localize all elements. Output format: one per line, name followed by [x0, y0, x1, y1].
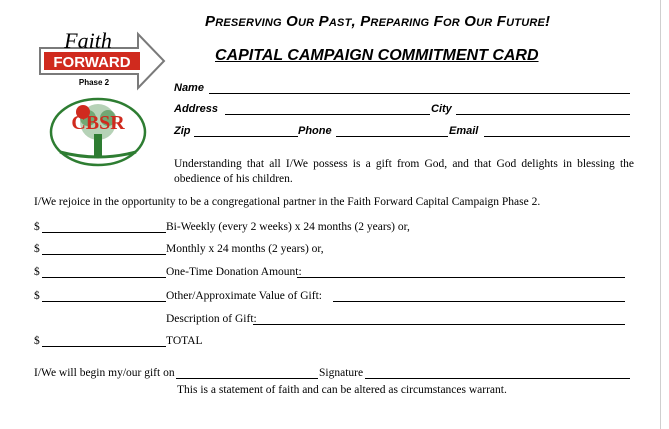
- phone-field[interactable]: [336, 136, 448, 137]
- biweekly-amount-field[interactable]: [42, 232, 166, 233]
- begin-label: I/We will begin my/our gift on: [34, 367, 175, 379]
- other-amount-field[interactable]: [42, 301, 166, 302]
- description-field[interactable]: [253, 324, 625, 325]
- one-time-extra-field[interactable]: [297, 277, 625, 278]
- one-time-label: One-Time Donation Amount:: [166, 266, 302, 278]
- arrow-logo-icon: [38, 28, 168, 98]
- signature-label: Signature: [319, 367, 364, 379]
- church-emblem: [48, 96, 148, 173]
- logo-subtitle: Phase 2: [78, 78, 110, 87]
- biweekly-currency: $: [34, 221, 40, 233]
- one-time-currency: $: [34, 266, 40, 278]
- city-label: City: [431, 103, 452, 115]
- tree-emblem-icon: [48, 96, 148, 168]
- monthly-label: Monthly x 24 months (2 years) or,: [166, 243, 324, 255]
- biweekly-label: Bi-Weekly (every 2 weeks) x 24 months (2 years) or,: [166, 221, 410, 233]
- total-currency: $: [34, 335, 40, 347]
- address-field[interactable]: [225, 114, 430, 115]
- faith-statement: Understanding that all I/We possess is a gift from God, and that God delights in blessing the obedience of his children.: [174, 158, 634, 185]
- address-label: Address: [174, 103, 219, 115]
- city-field[interactable]: [456, 114, 630, 115]
- tagline: Preserving Our Past, Preparing For Our Future!: [205, 13, 551, 30]
- other-currency: $: [34, 290, 40, 302]
- monthly-currency: $: [34, 243, 40, 255]
- one-time-amount-field[interactable]: [42, 277, 166, 278]
- emblem-letters: CBSR: [71, 112, 125, 134]
- card-border: [660, 0, 661, 429]
- disclaimer: This is a statement of faith and can be altered as circumstances warrant.: [177, 384, 507, 396]
- signature-field[interactable]: [365, 378, 630, 379]
- card-title: CAPITAL CAMPAIGN COMMITMENT CARD: [215, 47, 539, 64]
- other-label: Other/Approximate Value of Gift:: [166, 290, 322, 302]
- name-field[interactable]: [209, 93, 630, 94]
- zip-field[interactable]: [194, 136, 298, 137]
- begin-date-field[interactable]: [176, 378, 318, 379]
- email-label: Email: [449, 125, 479, 137]
- monthly-amount-field[interactable]: [42, 254, 166, 255]
- zip-label: Zip: [174, 125, 191, 137]
- logo-word-forward: FORWARD: [53, 54, 131, 71]
- phone-label: Phone: [298, 125, 332, 137]
- rejoice-statement: I/We rejoice in the opportunity to be a congregational partner in the Faith Forward Capital Campaign Phase 2.: [34, 196, 541, 208]
- email-field[interactable]: [484, 136, 630, 137]
- description-label: Description of Gift:: [166, 313, 257, 325]
- total-label: TOTAL: [166, 335, 203, 347]
- logo-word-faith: Faith: [64, 28, 112, 53]
- faith-forward-logo: [38, 28, 168, 103]
- name-label: Name: [174, 82, 204, 94]
- other-value-field[interactable]: [333, 301, 625, 302]
- total-amount-field[interactable]: [42, 346, 166, 347]
